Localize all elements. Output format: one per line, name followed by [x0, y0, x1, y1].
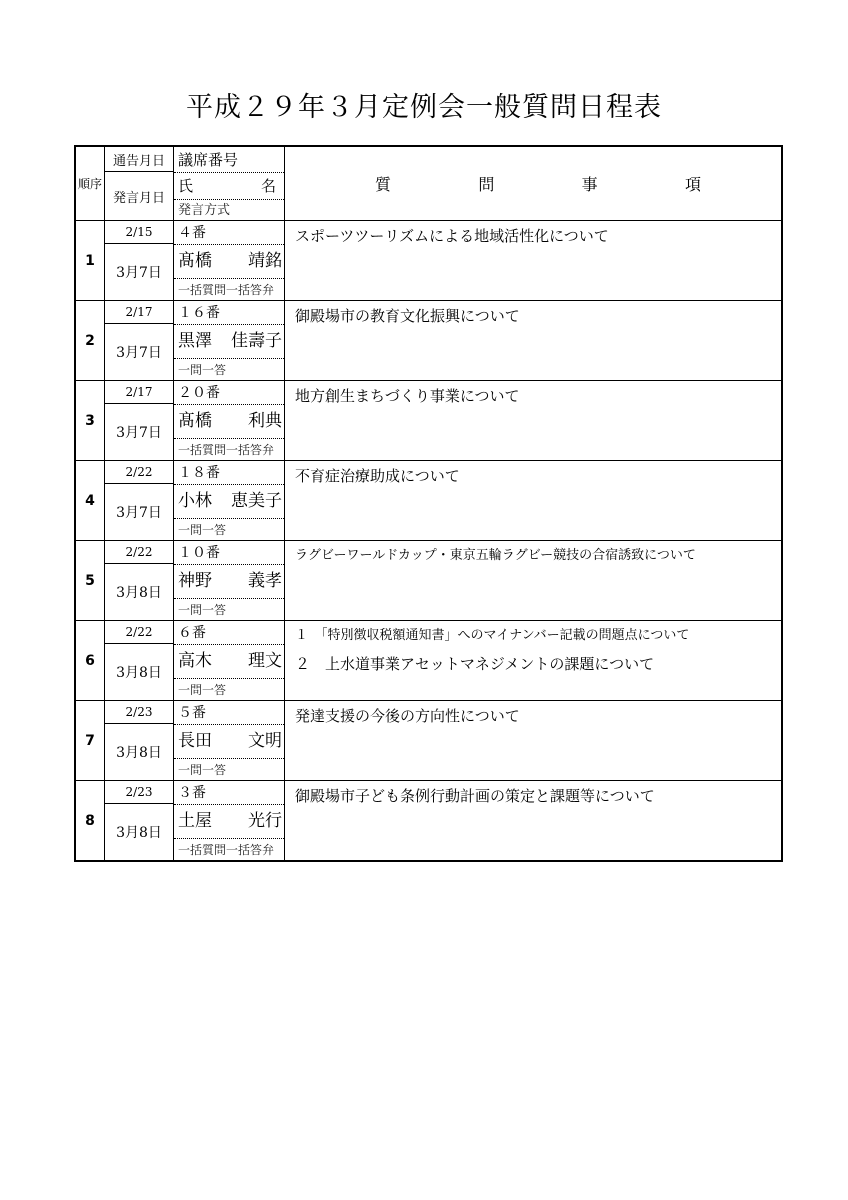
header-speech-date: 発言月日 [105, 172, 174, 221]
speech-date: 3月7日 [105, 324, 174, 381]
speech-method: 一括質問一括答弁 [178, 842, 275, 857]
header-topic-char: 項 [684, 175, 701, 194]
notice-date: 2/23 [105, 701, 174, 724]
question-topic: ラグビーワールドカップ・東京五輪ラグビー競技の合宿誘致について [295, 548, 696, 563]
notice-date: 2/17 [105, 381, 174, 404]
notice-date: 2/23 [105, 781, 174, 804]
member-surname: 髙橋 [178, 250, 212, 271]
member-given-name: 佳壽子 [231, 330, 282, 351]
table-row [75, 541, 782, 564]
header-seat-number: 議席番号 [174, 148, 284, 173]
header-topic-char: 問 [478, 175, 495, 194]
member-surname: 神野 [178, 570, 212, 591]
speech-method: 一問一答 [178, 762, 227, 777]
member-name [174, 565, 284, 599]
member-given-name: 恵美子 [231, 490, 282, 511]
speech-date: 3月8日 [105, 644, 174, 701]
speech-date: 3月7日 [105, 484, 174, 541]
notice-date: 2/17 [105, 301, 174, 324]
row-seq: 2 [75, 301, 105, 381]
header-notice-date: 通告月日 [105, 146, 174, 172]
question-topic: 御殿場市子ども条例行動計画の策定と課題等について [295, 787, 655, 805]
question-topic: １ 「特別徴収税額通知書」へのマイナンバー記載の問題点について [295, 628, 690, 643]
header-topic [285, 146, 783, 221]
member-cell [174, 621, 285, 701]
header-name-char-1: 氏 [178, 176, 194, 195]
seat-number: ６番 [174, 622, 284, 645]
speech-date: 3月7日 [105, 404, 174, 461]
member-surname: 長田 [178, 730, 212, 751]
topic-cell [285, 461, 783, 541]
member-name [174, 805, 284, 839]
speech-date: 3月8日 [105, 724, 174, 781]
member-surname: 高木 [178, 650, 212, 671]
row-seq: 6 [75, 621, 105, 701]
row-seq: 5 [75, 541, 105, 621]
member-given-name: 文明 [248, 730, 282, 751]
member-cell [174, 541, 285, 621]
table-row [75, 461, 782, 484]
member-name [174, 725, 284, 759]
speech-date: 3月7日 [105, 244, 174, 301]
row-seq: 7 [75, 701, 105, 781]
table-row [75, 781, 782, 804]
member-given-name: 利典 [248, 410, 282, 431]
page-title: 平成２９年３月定例会一般質問日程表 [186, 92, 662, 123]
topic-cell [285, 301, 783, 381]
seat-number: １８番 [174, 462, 284, 485]
member-cell [174, 301, 285, 381]
notice-date: 2/15 [105, 221, 174, 244]
table-row [75, 221, 782, 244]
question-topic: 発達支援の今後の方向性について [295, 707, 520, 725]
header-topic-char: 質 [375, 175, 392, 194]
topic-cell [285, 541, 783, 621]
row-seq: 4 [75, 461, 105, 541]
schedule-table [74, 145, 783, 862]
member-surname: 小林 [178, 490, 212, 511]
speech-method: 一括質問一括答弁 [178, 442, 275, 457]
notice-date: 2/22 [105, 541, 174, 564]
question-topic: 御殿場市の教育文化振興について [295, 307, 520, 325]
member-surname: 髙橋 [178, 410, 212, 431]
seat-number: ４番 [174, 222, 284, 245]
member-name [174, 325, 284, 359]
member-name [174, 405, 284, 439]
header-row [75, 146, 782, 172]
question-topic: 地方創生まちづくり事業について [295, 387, 520, 405]
table-row [75, 301, 782, 324]
table-row [75, 621, 782, 644]
member-name [174, 485, 284, 519]
question-topic: 不育症治療助成について [295, 467, 460, 485]
member-surname: 土屋 [178, 810, 212, 831]
row-seq: 1 [75, 221, 105, 301]
question-topic: ２ 上水道事業アセットマネジメントの課題について [295, 655, 655, 673]
header-name [174, 173, 284, 200]
header-method: 発言方式 [178, 202, 231, 218]
notice-date: 2/22 [105, 461, 174, 484]
member-cell [174, 701, 285, 781]
speech-method: 一問一答 [178, 522, 227, 537]
question-topic: スポーツツーリズムによる地域活性化について [295, 227, 609, 245]
seat-number: ２０番 [174, 382, 284, 405]
topic-cell [285, 221, 783, 301]
speech-method: 一問一答 [178, 362, 227, 377]
speech-date: 3月8日 [105, 804, 174, 862]
speech-date: 3月8日 [105, 564, 174, 621]
header-topic-char: 事 [581, 175, 598, 194]
member-given-name: 光行 [248, 810, 282, 831]
seat-number: ５番 [174, 702, 284, 725]
header-name-cell [174, 146, 285, 221]
member-given-name: 靖銘 [248, 250, 282, 271]
member-given-name: 理文 [248, 650, 282, 671]
seat-number: ３番 [174, 782, 284, 805]
header-name-char-2: 名 [260, 176, 276, 195]
topic-cell [285, 701, 783, 781]
header-seq: 順序 [75, 146, 105, 221]
seat-number: １６番 [174, 302, 284, 325]
topic-cell [285, 781, 783, 862]
member-surname: 黒澤 [178, 330, 212, 351]
speech-method: 一問一答 [178, 602, 227, 617]
member-given-name: 義孝 [248, 570, 282, 591]
table-row [75, 381, 782, 404]
speech-method: 一問一答 [178, 682, 227, 697]
member-name [174, 245, 284, 279]
row-seq: 8 [75, 781, 105, 862]
member-cell [174, 381, 285, 461]
speech-method: 一括質問一括答弁 [178, 282, 275, 297]
topic-cell [285, 381, 783, 461]
member-name [174, 645, 284, 679]
notice-date: 2/22 [105, 621, 174, 644]
member-cell [174, 221, 285, 301]
seat-number: １０番 [174, 542, 284, 565]
table-row [75, 701, 782, 724]
topic-cell [285, 621, 783, 701]
member-cell [174, 781, 285, 862]
member-cell [174, 461, 285, 541]
row-seq: 3 [75, 381, 105, 461]
